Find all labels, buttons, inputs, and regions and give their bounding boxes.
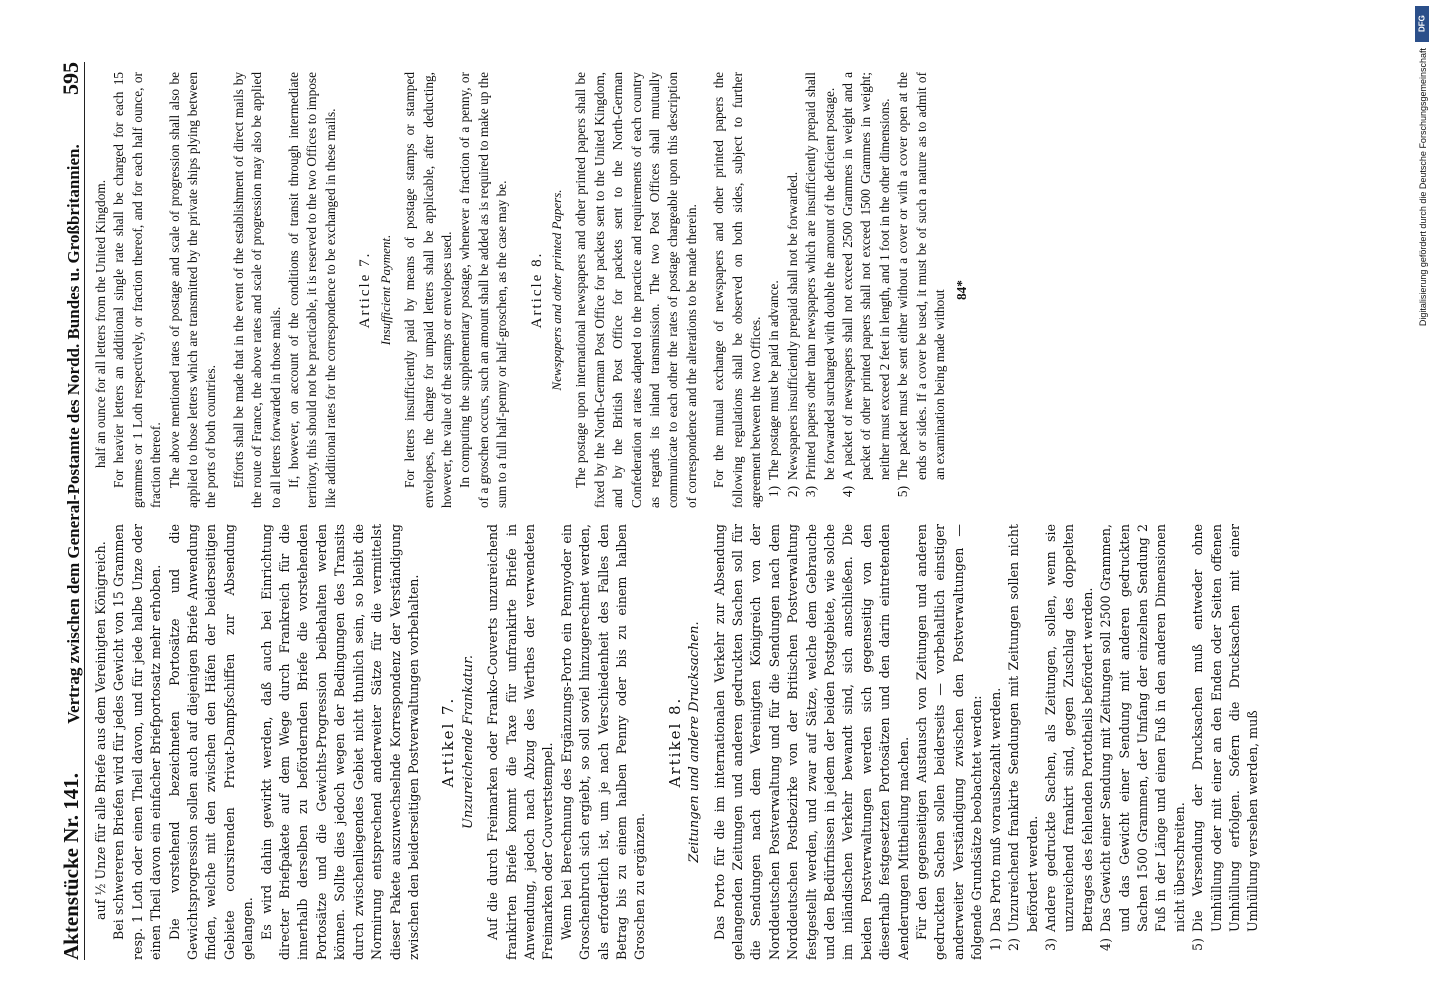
item-text: Printed papers other than newspapers which are insufficiently prepaid shall be forwarded surcharged with double the amount of the deficient postage. [803,72,837,480]
german-list-item [1097,524,1189,960]
item-number: 5) [1190,938,1206,951]
dfg-logo-badge: DFG [1415,6,1429,42]
item-number: 3) [1042,938,1058,951]
german-paragraph: Es wird dahin gewirkt werden, daß auch bei Einrichtung directer Briefpakete auf dem Wege durch Frankreich für die innerhalb derselben zu befördernden Briefe die vorstehenden Portosätze und die Gewichts-Progression beibehalten werden können. Sollte dies jedoch wegen der Bedingungen des Transits durch zwischenliegendes Gebiet nicht thunlich sein, so bleibt die Normirung entsprechend anderweiter Sätze für die vermittelst dieser Pakete auszuwechselnde Korrespondenz der Verständigung zwischen den beiderseitigen Postverwaltungen vorbehalten. [258,524,421,960]
english-paragraph: The above mentioned rates of postage and scale of progression shall also be applied to those letters which are transmitted by the private ships plying between the ports of both countries. [166,72,219,508]
english-list-item [894,72,949,508]
item-number: 2) [1006,938,1022,951]
header-title: Vertrag zwischen dem General-Postamte des Nordd. Bundes u. Großbritannien. [64,144,83,724]
item-text: Die Versendung der Drucksachen muß entweder ohne Umhüllung oder mit einer an den Enden oder Seiten offenen Umhüllung erfolgen. Sofern die Drucksachen mit einer Umhüllung versehen werden, muß [1190,524,1261,932]
english-paragraph: For letters insufficiently paid by means of postage stamps or stamped envelopes, the charge for unpaid letters shall be applicable, after deducting, however, the value of the stamps or envelopes used. [402,72,454,508]
english-list-item [839,72,894,508]
item-text: Newspapers insufficiently prepaid shall not be forwarded. [784,171,800,480]
german-list-item [987,524,1005,960]
german-paragraph: auf ½ Unze für alle Briefe aus dem Vereinigten Königreich. [93,541,108,920]
german-list-item [1005,524,1042,960]
german-list-item [1042,524,1097,960]
german-paragraph: Auf die durch Freimarken oder Franko-Couverts unzureichend frankirten Briefe kommt die Taxe für unfrankirte Briefe in Anwendung, jedoch nach Abzug des Werthes der verwendeten Freimarken oder Couvertstempel. [485,524,556,960]
page-number: 595 [58,62,83,96]
digitization-credit: Digitalisierung gefördert durch die Deutsche Forschungsgemeinschaft [1418,48,1428,327]
item-number: 4) [840,486,856,498]
german-article-8-subtitle: Zeitungen und andere Drucksachen. [687,621,703,863]
german-paragraph: Für den gegenseitigen Austausch von Zeitungen und anderen gedruckten Sachen sollen beiderseits — vorbehaltlich einstiger anderweiter Verständigung zwischen den Postverwaltungen — folgende Grundsätze beobachtet werden: [914,524,985,960]
english-list-item [765,72,783,508]
item-text: The postage must be paid in advance. [766,280,782,480]
german-article-8-title: Artikel 8. [665,696,684,788]
english-paragraph: half an ounce for all letters from the United Kingdom. [93,179,108,468]
german-paragraph: Bei schwereren Briefen wird für jedes Gewicht von 15 Grammen resp. 1 Loth oder einen Theil davon, und für jede halbe Unze oder einen Theil davon ein einfacher Briefportosatz mehr erhoben. [111,524,164,960]
german-paragraph: Wenn bei Berechnung des Ergänzungs-Porto ein Pennyoder ein Groschenbruch sich ergiebt, so soll soviel hinzugerechnet werden, als erforderlich ist, um je nach Verschiedenheit des Falles den Betrag bis zu einem halben Penny oder bis zu einem halben Groschen zu ergänzen. [558,524,648,960]
signature-mark: 84* [954,280,970,300]
english-column [92,72,1392,508]
english-list-item [802,72,839,508]
item-text: The packet must be sent either without a cover or with a cover open at the ends or sides. If a cover be used, it must be of such a nature as to admit of an examination being made without [895,72,948,480]
item-number: 2) [784,486,800,498]
english-article-8-subtitle: Newspapers and other printed Papers. [548,189,564,391]
german-column [92,524,1392,960]
english-article-7-title: Article 7. [357,251,374,329]
item-number: 3) [803,486,819,498]
german-list-item [1189,524,1263,960]
item-text: Das Porto muß vorausbezahlt werden. [987,687,1003,932]
english-list-item [784,72,802,508]
english-paragraph: For the mutual exchange of newspapers and other printed papers the following regulations shall be observed on both sides, subject to further agreement between the two Offices. [711,72,763,508]
item-text: Das Gewicht einer Sendung mit Zeitungen soll 2500 Grammen, und das Gewicht einer Sendung mit anderen gedruckten Sachen 1500 Grammen, der Umfang der einzelnen Sendung 2 Fuß in der Länge und einen Fuß in den anderen Dimensionen nicht überschreiten. [1098,524,1187,932]
german-article-7-title: Artikel 7. [439,696,458,788]
item-number: 4) [1098,938,1114,951]
english-paragraph: Efforts shall be made that in the event of the establishment of direct mails by the route of France, the above rates and scale of progression may also be applied to all letters forwarded in those mails. [230,72,283,508]
item-text: Unzureichend frankirte Sendungen mit Zeitungen sollen nicht befördert werden. [1006,524,1040,932]
german-paragraph: Die vorstehend bezeichneten Portosätze und die Gewichtsprogression sollen auch auf diejenigen Briefe Anwendung finden, welche mit den zwischen den Häfen der beiderseitigen Gebiete coursirenden Privat-Dampfschiffen zur Absendung gelangen. [166,524,256,960]
english-article-8-title: Article 8. [528,251,545,329]
german-article-7-subtitle: Unzureichende Frankatur. [460,655,476,829]
english-article-7-subtitle: Insufficient Payment. [377,234,393,346]
digitization-strip [1410,0,1432,1000]
english-paragraph: If, however, on account of the conditions of transit through intermediate territory, this should not be practicable, it is reserved to the two Offices to impose like additional rates for the correspondence to be exchanged in these mails. [286,72,338,508]
english-paragraph: For heavier letters an additional single rate shall be charged for each 15 grammes or 1 Loth respectively, or fraction thereof, and for each half ounce, or fraction thereof. [111,72,164,508]
item-number: 1) [766,486,782,498]
english-paragraph: The postage upon international newspapers and other printed papers shall be fixed by the North-German Post Office for packets sent to the United Kingdom, and by the British Post Office for packets sent to the North-German Confederation at rates adapted to the practice and requirements of each country as regards its inland transmission. The two Post Offices shall mutually communicate to each other the rates of postage chargeable upon this description of correspondence and the alterations to be made therein. [573,72,699,508]
item-text: Andere gedruckte Sachen, als Zeitungen, sollen, wenn sie unzureichend frankirt sind, gegen Zuschlag des doppelten Betrages des fehlenden Portotheils befördert werden. [1042,524,1095,932]
item-number: 1) [987,938,1003,951]
header-left: Aktenstücke Nr. 141. [59,772,83,960]
german-paragraph: Das Porto für die im internationalen Verkehr zur Absendung gelangenden Zeitungen und anderen gedruckten Sachen soll für die Sendungen nach dem Vereinigten Königreich von der Norddeutschen Postverwaltung und für die Sendungen nach dem Norddeutschen Postbezirke von der Britischen Postverwaltung festgestellt werden, und zwar auf Sätze, welche dem Gebrauche und den Bedürfnissen in jedem der beiden Postgebiete, wie solche im inländischen Verkehr bewandt sind, sich anschließen. Die beiden Postverwaltungen werden sich gegenseitig von den dieserhalb festgesetzten Portosätzen und den darin eintretenden Aenderungen Mittheilung machen. [711,524,911,960]
english-paragraph: In computing the supplementary postage, whenever a fraction of a penny, or of a groschen occurs, such an amount shall be added as is required to make up the sum to a full half-penny or half-groschen, as the case may be. [457,72,510,508]
item-text: A packet of newspapers shall not exceed 2500 Grammes in weight and a packet of other printed papers shall not exceed 1500 Grammes in weight; neither must exceed 2 feet in length, and 1 foot in the other dimensions. [840,72,892,480]
page-header [50,62,85,960]
item-number: 5) [895,486,911,498]
